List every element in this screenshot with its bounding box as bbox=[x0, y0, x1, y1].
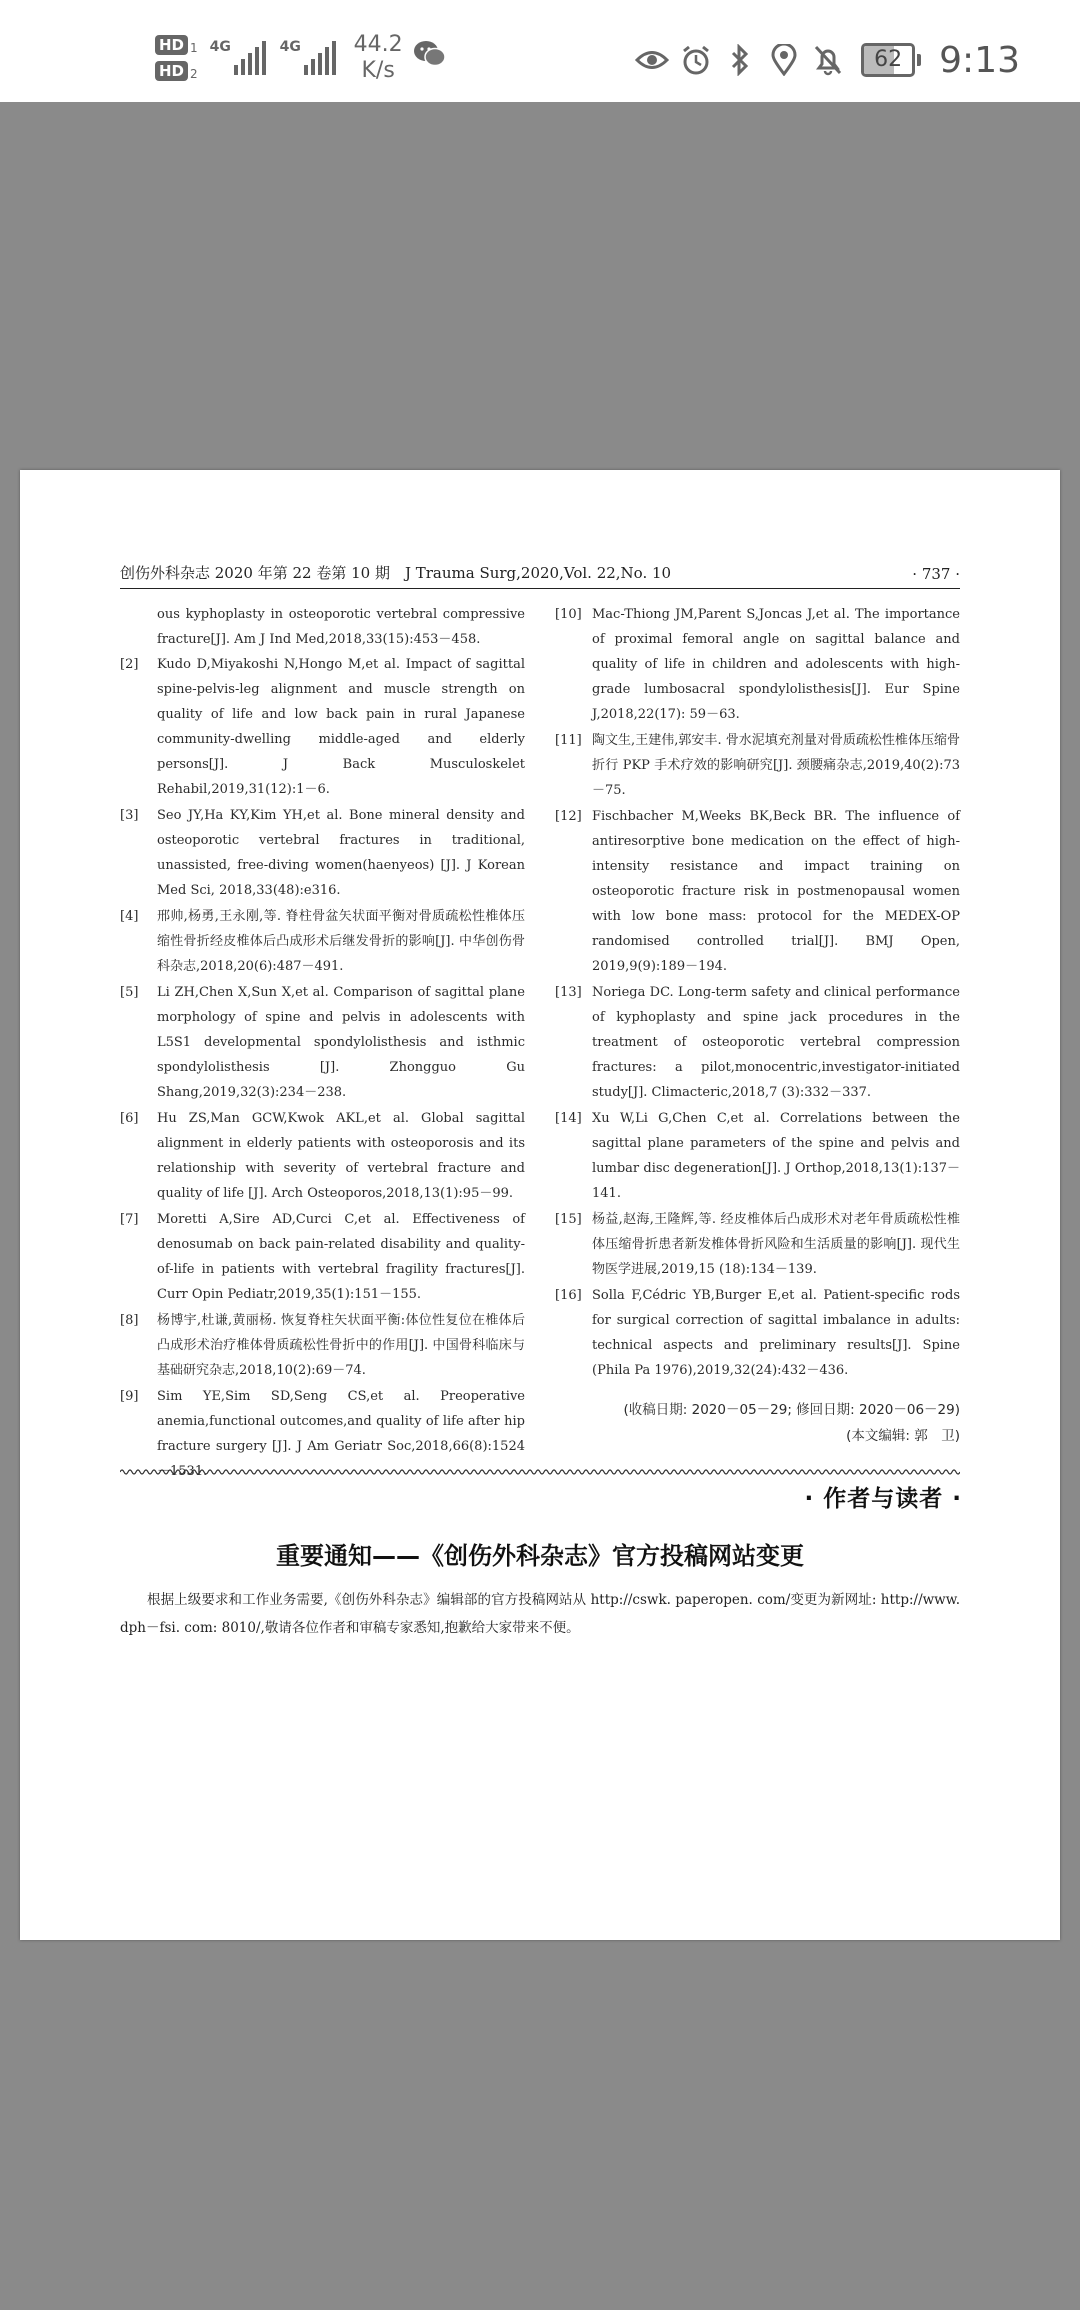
reference-text: Sim YE,Sim SD,Seng CS,et al. Preoperative anemia,functional outcomes,and quality of life after hip fracture surgery [J]. J Am Geriatr Soc,2018,66(8):1524－1531. bbox=[157, 1389, 525, 1479]
hd-badge-1: HD bbox=[155, 35, 188, 55]
section-header: · 作者与读者 · bbox=[804, 1486, 962, 1512]
reference-number: [9] bbox=[120, 1389, 139, 1404]
reference-number: [13] bbox=[555, 985, 582, 1000]
reference-item bbox=[555, 1283, 960, 1383]
hd-num-2: 2 bbox=[190, 67, 198, 81]
status-left bbox=[155, 28, 447, 88]
reference-text: Seo JY,Ha KY,Kim YH,et al. Bone mineral density and osteoporotic vertebral fractures in traditional, unassisted, free-diving women(haenyeos) [J]. J Korean Med Sci, 2018,33(48):e316. bbox=[157, 808, 525, 898]
reference-item bbox=[120, 652, 525, 802]
reference-item bbox=[120, 1207, 525, 1307]
reference-number: [10] bbox=[555, 607, 582, 622]
reference-item: ous kyphoplasty in osteoporotic vertebral compressive fracture[J]. Am J Ind Med,2018,33(15):453－458. bbox=[157, 607, 525, 647]
reference-text: Kudo D,Miyakoshi N,Hongo M,et al. Impact of sagittal spine-pelvis-leg alignment and muscle strength on quality of life and low back pain in rural Japanese community-dwelling middle-aged and elderly persons[J]. J Back Musculoskelet Rehabil,2019,31(12):1－6. bbox=[157, 657, 525, 797]
reference-text: Mac-Thiong JM,Parent S,Joncas J,et al. The importance of proximal femoral angle on sagittal balance and quality of life in children and adolescents with high-grade lumbosacral spondylolisthesis[J]. Eur Spine J,2018,22(17): 59－63. bbox=[592, 607, 960, 722]
reference-number: [2] bbox=[120, 657, 139, 672]
reference-text: Li ZH,Chen X,Sun X,et al. Comparison of sagittal plane morphology of spine and pelvis in adolescents with L5S1 developmental spondylolisthesis and isthmic spondylolisthesis [J]. Zhongguo Gu Shang,2019,32(3):234－238. bbox=[157, 985, 525, 1100]
speed-value: 44.2 bbox=[353, 32, 403, 57]
reference-item bbox=[555, 1106, 960, 1206]
location-icon bbox=[767, 43, 801, 77]
signal-1 bbox=[210, 41, 266, 75]
reference-text: Xu W,Li G,Chen C,et al. Correlations between the sagittal plane parameters of the spine and pelvis and lumbar disc degeneration[J]. J Orthop,2018,13(1):137－141. bbox=[592, 1111, 960, 1201]
reference-item bbox=[555, 804, 960, 979]
references-left-column bbox=[120, 602, 525, 1485]
reference-number: [4] bbox=[120, 909, 139, 924]
running-head bbox=[120, 558, 960, 589]
article-dates bbox=[555, 1397, 960, 1449]
reference-number: [15] bbox=[555, 1212, 582, 1227]
battery-tip bbox=[917, 54, 921, 66]
reference-text: 杨博宇,杜谦,黄丽杨. 恢复脊柱矢状面平衡:体位性复位在椎体后凸成形术治疗椎体骨质疏松性骨折中的作用[J]. 中国骨科临床与基础研究杂志,2018,10(2):69－74. bbox=[157, 1313, 525, 1378]
reference-text: Noriega DC. Long-term safety and clinical performance of kyphoplasty and spine jack procedures in the treatment of osteoporotic vertebral compression fractures: a pilot,monocentric,investigator-initiated study[J]. Climacteric,2018,7 (3):332－337. bbox=[592, 985, 960, 1100]
battery-body bbox=[861, 43, 915, 77]
reference-item bbox=[120, 1308, 525, 1383]
wavy-divider bbox=[120, 1467, 960, 1477]
received-dates: (收稿日期: 2020－05－29; 修回日期: 2020－06－29) bbox=[623, 1402, 960, 1418]
running-head-left: 创伤外科杂志 2020 年第 22 卷第 10 期 J Trauma Surg,2020,Vol. 22,No. 10 bbox=[120, 564, 672, 582]
hd-num-1: 1 bbox=[190, 41, 198, 55]
reference-text: Solla F,Cédric YB,Burger E,et al. Patient-specific rods for surgical correction of sagittal imbalance in adults: technical aspects and preliminary results[J]. Spine (Phila Pa 1976),2019,32(24):432－436. bbox=[592, 1288, 960, 1378]
reference-number: [11] bbox=[555, 733, 582, 748]
reference-item bbox=[555, 1207, 960, 1282]
reference-number: [16] bbox=[555, 1288, 582, 1303]
reference-number: [5] bbox=[120, 985, 139, 1000]
network-speed bbox=[354, 32, 403, 84]
reference-item bbox=[120, 904, 525, 979]
reference-item bbox=[555, 728, 960, 803]
notice-title: 重要通知——《创伤外科杂志》官方投稿网站变更 bbox=[276, 1542, 804, 1570]
eye-icon bbox=[635, 43, 669, 77]
reference-text: 邢帅,杨勇,王永刚,等. 脊柱骨盆矢状面平衡对骨质疏松性椎体压缩性骨折经皮椎体后凸成形术后继发骨折的影响[J]. 中华创伤骨科杂志,2018,20(6):487－491. bbox=[157, 909, 525, 974]
reference-number: [14] bbox=[555, 1111, 582, 1126]
signal-2-type: 4G bbox=[279, 39, 301, 55]
hd-sim2 bbox=[155, 61, 198, 81]
reference-text: Moretti A,Sire AD,Curci C,et al. Effectiveness of denosumab on back pain-related disability and quality-of-life in patients with vertebral fragility fractures[J]. Curr Opin Pediatr,2019,35(1):151－155. bbox=[157, 1212, 525, 1302]
signal-1-type: 4G bbox=[209, 39, 231, 55]
reference-text: Hu ZS,Man GCW,Kwok AKL,et al. Global sagittal alignment in elderly patients with osteoporosis and its relationship with severity of vertebral fracture and quality of life [J]. Arch Osteoporos,2018,13(1):95－99. bbox=[157, 1111, 525, 1201]
document-page[interactable] bbox=[20, 470, 1060, 1940]
clock: 9:13 bbox=[939, 39, 1020, 81]
reference-number: [7] bbox=[120, 1212, 139, 1227]
speed-unit: K/s bbox=[361, 58, 395, 83]
reference-number: [3] bbox=[120, 808, 139, 823]
hd-indicators bbox=[155, 35, 198, 81]
status-right bbox=[635, 30, 1020, 90]
reference-number: [6] bbox=[120, 1111, 139, 1126]
wechat-icon bbox=[413, 39, 447, 77]
hd-badge-2: HD bbox=[155, 61, 188, 81]
reference-text: 陶文生,王建伟,郭安丰. 骨水泥填充剂量对骨质疏松性椎体压缩骨折行 PKP 手术疗效的影响研究[J]. 颈腰痛杂志,2019,40(2):73－75. bbox=[592, 733, 960, 798]
hd-sim1 bbox=[155, 35, 198, 55]
reference-item bbox=[120, 803, 525, 903]
reference-number: [12] bbox=[555, 809, 582, 824]
signal-2 bbox=[280, 41, 336, 75]
battery-level: 62 bbox=[874, 47, 903, 72]
reference-text: Fischbacher M,Weeks BK,Beck BR. The influence of antiresorptive bone medication on the effect of high-intensity resistance and impact training on osteoporotic fracture risk in postmenopausal women with low bone mass: protocol for the MEDEX-OP randomised controlled trial[J]. BMJ Open, 2019,9(9):189－194. bbox=[592, 809, 960, 974]
reference-item bbox=[555, 602, 960, 727]
notice-body: 根据上级要求和工作业务需要,《创伤外科杂志》编辑部的官方投稿网站从 http://cswk. paperopen. com/变更为新网址: http://www. dph－fsi. com: 8010/,敬请各位作者和审稿专家悉知,抱歉给大家带来不便。 bbox=[120, 1592, 960, 1636]
alarm-icon bbox=[679, 43, 713, 77]
editor-credit: (本文编辑: 郭 卫) bbox=[846, 1428, 960, 1444]
reference-text: 杨益,赵海,王隆辉,等. 经皮椎体后凸成形术对老年骨质疏松性椎体压缩骨折患者新发椎体骨折风险和生活质量的影响[J]. 现代生物医学进展,2019,15 (18):134－139. bbox=[592, 1212, 960, 1277]
signal-bars-icon bbox=[304, 41, 336, 75]
signal-bars-icon bbox=[234, 41, 266, 75]
reference-item bbox=[120, 980, 525, 1105]
references-right-column bbox=[555, 602, 960, 1449]
reference-item bbox=[555, 980, 960, 1105]
reference-item bbox=[120, 1106, 525, 1206]
status-bar bbox=[0, 0, 1080, 102]
page-number: · 737 · bbox=[912, 565, 960, 583]
bell-off-icon bbox=[811, 43, 845, 77]
battery-icon bbox=[861, 43, 921, 77]
bluetooth-icon bbox=[723, 43, 757, 77]
reference-number: [8] bbox=[120, 1313, 139, 1328]
